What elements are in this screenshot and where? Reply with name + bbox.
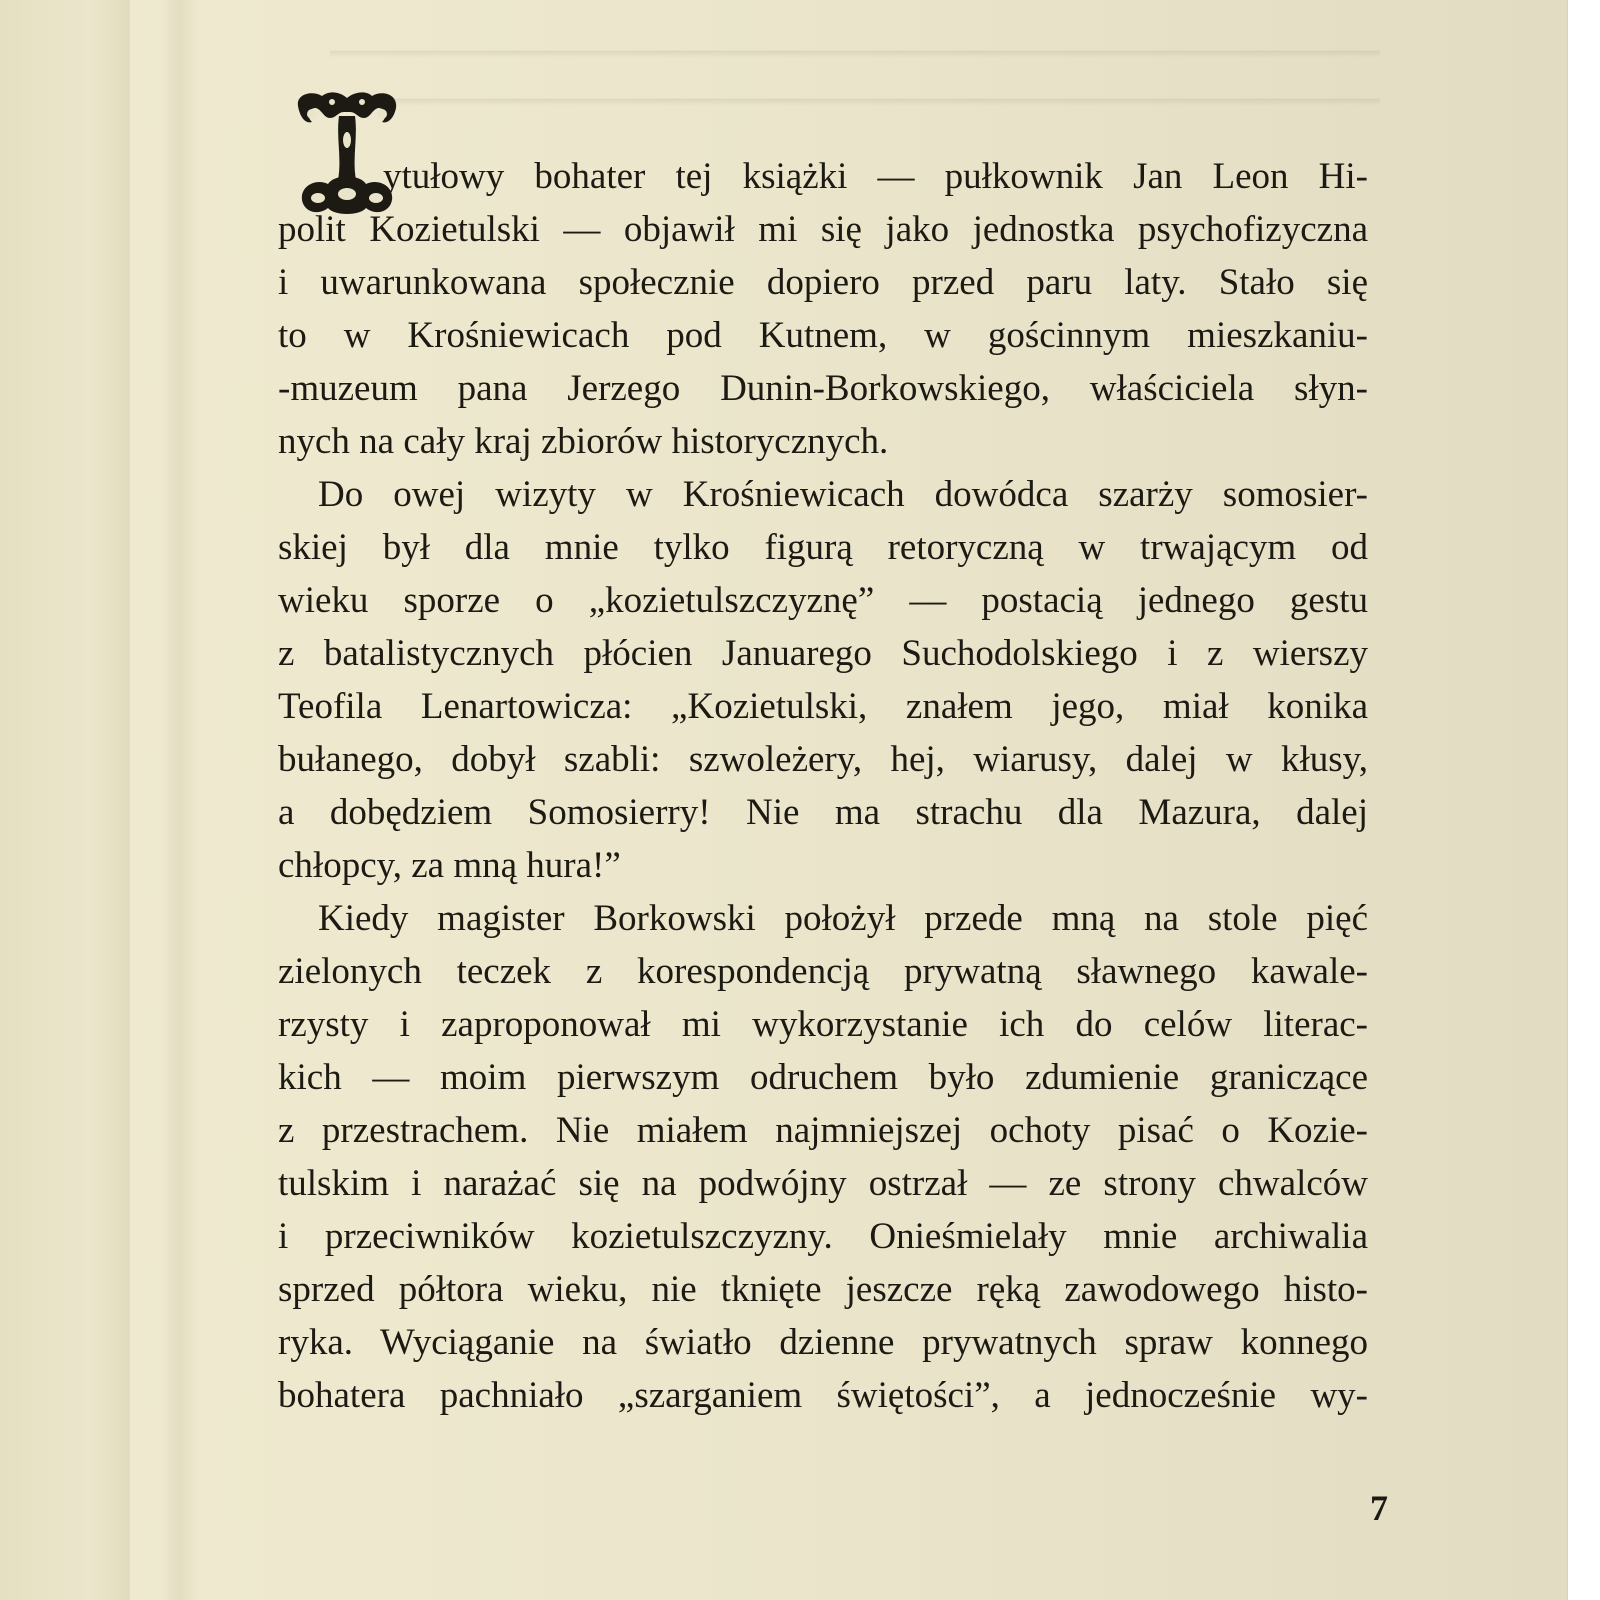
text-line: ytułowy bohater tej książki — pułkownik Jan Leon Hi- bbox=[383, 156, 1368, 197]
show-through-text bbox=[330, 10, 1380, 130]
text-line: Kiedy magister Borkowski położył przede mną na stole pięć bbox=[318, 898, 1368, 939]
text-line: kich — moim pierwszym odruchem było zdumienie graniczące bbox=[278, 1057, 1368, 1098]
text-line: ryka. Wyciąganie na światło dzienne prywatnych spraw konnego bbox=[278, 1322, 1368, 1363]
page-left-margin bbox=[0, 0, 130, 1600]
page-gutter-shadow bbox=[160, 0, 200, 1600]
text-line: z przestrachem. Nie miałem najmniejszej ochoty pisać o Kozie- bbox=[278, 1110, 1368, 1151]
text-line: skiej był dla mnie tylko figurą retoryczną w trwającym od bbox=[278, 527, 1368, 568]
text-line: bohatera pachniało „szarganiem świętości”, a jednocześnie wy- bbox=[278, 1375, 1368, 1416]
text-line: Do owej wizyty w Krośniewicach dowódca szarży somosier- bbox=[318, 474, 1368, 515]
text-line: tulskim i narażać się na podwójny ostrzał — ze strony chwalców bbox=[278, 1163, 1368, 1204]
text-line: sprzed półtora wieku, nie tknięte jeszcze ręką zawodowego histo- bbox=[278, 1269, 1368, 1310]
text-line: wieku sporze o „kozietulszczyznę” — postacią jednego gestu bbox=[278, 580, 1368, 621]
text-line: Teofila Lenartowicza: „Kozietulski, znałem jego, miał konika bbox=[278, 686, 1368, 727]
text-line: i przeciwników kozietulszczyzny. Onieśmielały mnie archiwalia bbox=[278, 1216, 1368, 1257]
text-line: to w Krośniewicach pod Kutnem, w gościnnym mieszkaniu- bbox=[278, 315, 1368, 356]
text-line: bułanego, dobył szabli: szwoleżery, hej, wiarusy, dalej w kłusy, bbox=[278, 739, 1368, 780]
text-line: chłopcy, za mną hura!” bbox=[278, 845, 621, 886]
text-line: -muzeum pana Jerzego Dunin-Borkowskiego, właściciela słyn- bbox=[278, 368, 1368, 409]
page-right-edge bbox=[1567, 0, 1600, 1600]
text-line: a dobędziem Somosierry! Nie ma strachu dla Mazura, dalej bbox=[278, 792, 1368, 833]
text-line: nych na cały kraj zbiorów historycznych. bbox=[278, 421, 889, 462]
text-line: rzysty i zaproponował mi wykorzystanie ich do celów literac- bbox=[278, 1004, 1368, 1045]
text-line: i uwarunkowana społecznie dopiero przed paru laty. Stało się bbox=[278, 262, 1368, 303]
page-number: 7 bbox=[1370, 1488, 1388, 1528]
text-line: z batalistycznych płócien Januarego Suchodolskiego i z wierszy bbox=[278, 633, 1368, 674]
text-line: zielonych teczek z korespondencją prywatną sławnego kawale- bbox=[278, 951, 1368, 992]
text-line: polit Kozietulski — objawił mi się jako jednostka psychofizyczna bbox=[278, 209, 1368, 250]
body-text bbox=[278, 150, 1368, 1422]
